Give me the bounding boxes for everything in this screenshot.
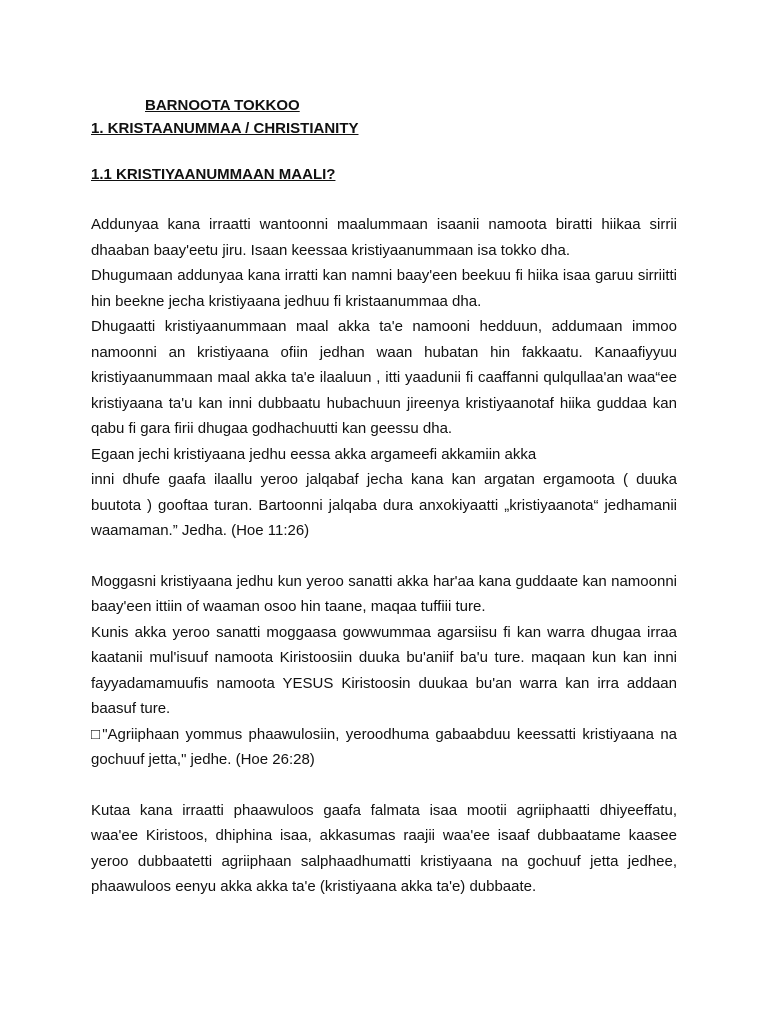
paragraph-3: Dhugaatti kristiyaanummaan maal akka ta'e namooni hedduun, addumaan immoo namoonni an kristiyaana ofiin jedhan waan hubatan hin fakkaatu. Kanaafiyyuu kristiyaanummaan maal akka ta'e ilaaluun , itti yaadunii fi caaffanni qulqullaa'an waa“ee kristiyaana ta'u kan inni dubbaatu hubachuun jireenya kristiyaanotaf hiika guddaa kan qabu fi gara firii dhugaa godhachuutti kan geessu dha. [91, 318, 677, 437]
section-heading: 1.1 KRISTIYAANUMMAAN MAALI? [91, 166, 336, 183]
paragraph-6: Moggasni kristiyaana jedhu kun yeroo sanatti akka har'aa kana guddaate kan namoonni baay'een ittiin of waaman osoo hin taane, maqaa tuffiii ture. [91, 572, 677, 615]
paragraph-gap [91, 544, 677, 569]
paragraph-8-text: "Agriiphaan yommus phaawulosiin, yeroodhuma gabaabduu keessatti kristiyaana na gochuuf jetta," jedhe. (Hoe 26:28) [91, 725, 678, 768]
paragraph-1: Addunyaa kana irraatti wantoonni maalummaan isaanii namoota biratti hiikaa sirrii dhaaban baay'eetu jiru. Isaan keessaa kristiyaanummaan isa tokko dha. [91, 216, 677, 259]
paragraph-4: Egaan jechi kristiyaana jedhu eessa akka argameefi akkamiin akka [91, 445, 537, 463]
paragraph-7: Kunis akka yeroo sanatti moggaasa gowwummaa agarsiisu fi kan warra dhugaa irraa kaatanii mul'isuuf namoota Kiristoosiin duuka bu'aniif ba'u ture. maqaan kun kan inni fayyadamamuufis namoota YESUS Kiristoosin duukaa bu'an warra kan irra addaan baasuf ture. [91, 623, 677, 717]
paragraph-2: Dhugumaan addunyaa kana irratti kan namni baay'een beekuu fi hiika isaa garuu sirriitti hin beekne jecha kristiyaana jedhuu fi kristaanummaa dha. [91, 267, 677, 310]
paragraph-8 [91, 722, 677, 773]
document-title: BARNOOTA TOKKOO [145, 97, 300, 114]
paragraph-5: inni dhufe gaafa ilaallu yeroo jalqabaf jecha kana kan argatan ergamoota ( duuka buutota ) gooftaa turan. Bartoonni jalqaba dura anxokiyaatti „kristiyaanota“ jedhamanii waamaman.” Jedha. (Hoe 11:26) [91, 471, 677, 539]
paragraph-9: Kutaa kana irraatti phaawuloos gaafa falmata isaa mootii agriiphaatti dhiyeeffatu, waa'ee Kiristoos, dhiphina isaa, akkasumas raajii waa'ee isaaf dubbaatame kaasee yeroo dubbaatetti agriiphaan salphaadhumatti kristiyaana na gochuuf jetta jedhee, phaawuloos eenyu akka akka ta'e (kristiyaana akka ta'e) dubbaate. [91, 801, 677, 895]
document-body [91, 96, 677, 900]
paragraph-gap [91, 773, 677, 798]
chapter-heading: 1. KRISTAANUMMAA / CHRISTIANITY [91, 120, 359, 137]
missing-glyph-icon: □ [91, 725, 103, 743]
